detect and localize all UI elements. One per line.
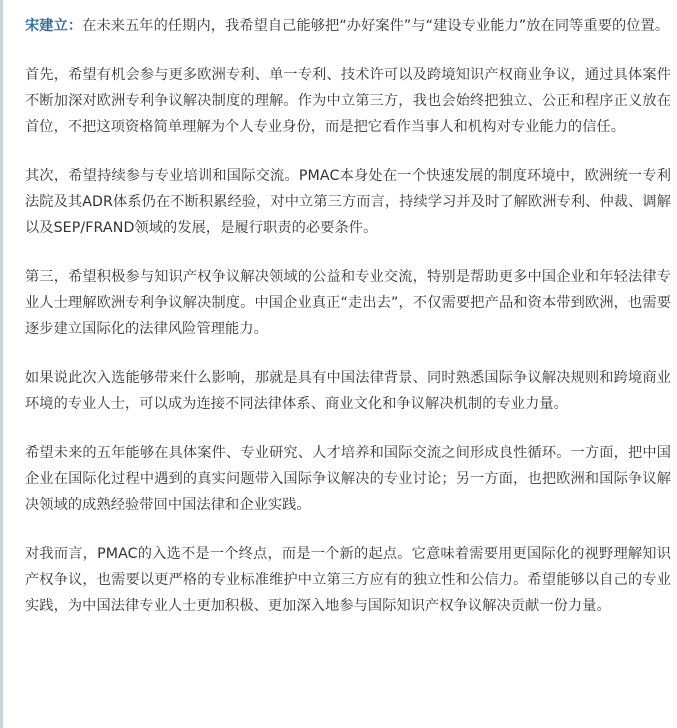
paragraph-intro: [25, 13, 671, 39]
paragraph-conclusion: 对我而言，PMAC的入选不是一个终点，而是一个新的起点。它意味着需要用更国际化的视野理解知识产权争议，也需要以更严格的专业标准维护中立第三方应有的独立性和公信力。希望能够以自己的专业实践，为中国法律专业人士更加积极、更加深入地参与国际知识产权争议解决贡献一份力量。: [25, 546, 671, 614]
paragraph-future: 希望未来的五年能够在具体案件、专业研究、人才培养和国际交流之间形成良性循环。一方面，把中国企业在国际化过程中遇到的真实问题带入国际争议解决的专业讨论；另一方面，也把欧洲和国际争议解决领域的成熟经验带回中国法律和企业实践。: [25, 445, 671, 513]
paragraph-third: 第三，希望积极参与知识产权争议解决领域的公益和专业交流，特别是帮助更多中国企业和年轻法律专业人士理解欧洲专利争议解决制度。中国企业真正“走出去”，不仅需要把产品和资本带到欧洲，也需要逐步建立国际化的法律风险管理能力。: [25, 269, 671, 337]
speaker-name: 宋建立：: [25, 18, 83, 34]
paragraph-second: 其次，希望持续参与专业培训和国际交流。PMAC本身处在一个快速发展的制度环境中，欧洲统一专利法院及其ADR体系仍在不断积累经验，对中立第三方而言，持续学习并及时了解欧洲专利、仲裁、调解以及SEP/FRAND领域的发展，是履行职责的必要条件。: [25, 168, 671, 236]
paragraph-first: 首先，希望有机会参与更多欧洲专利、单一专利、技术许可以及跨境知识产权商业争议，通过具体案件不断加深对欧洲专利争议解决制度的理解。作为中立第三方，我也会始终把独立、公正和程序正义放在首位，不把这项资格简单理解为个人专业身份，而是把它看作当事人和机构对专业能力的信任。: [25, 67, 671, 135]
paragraph-intro-text: 在未来五年的任期内，我希望自己能够把“办好案件”与“建设专业能力”放在同等重要的位置。: [82, 18, 670, 34]
paragraph-impact: 如果说此次入选能够带来什么影响，那就是具有中国法律背景、同时熟悉国际争议解决规则和跨境商业环境的专业人士，可以成为连接不同法律体系、商业文化和争议解决机制的专业力量。: [25, 370, 671, 412]
